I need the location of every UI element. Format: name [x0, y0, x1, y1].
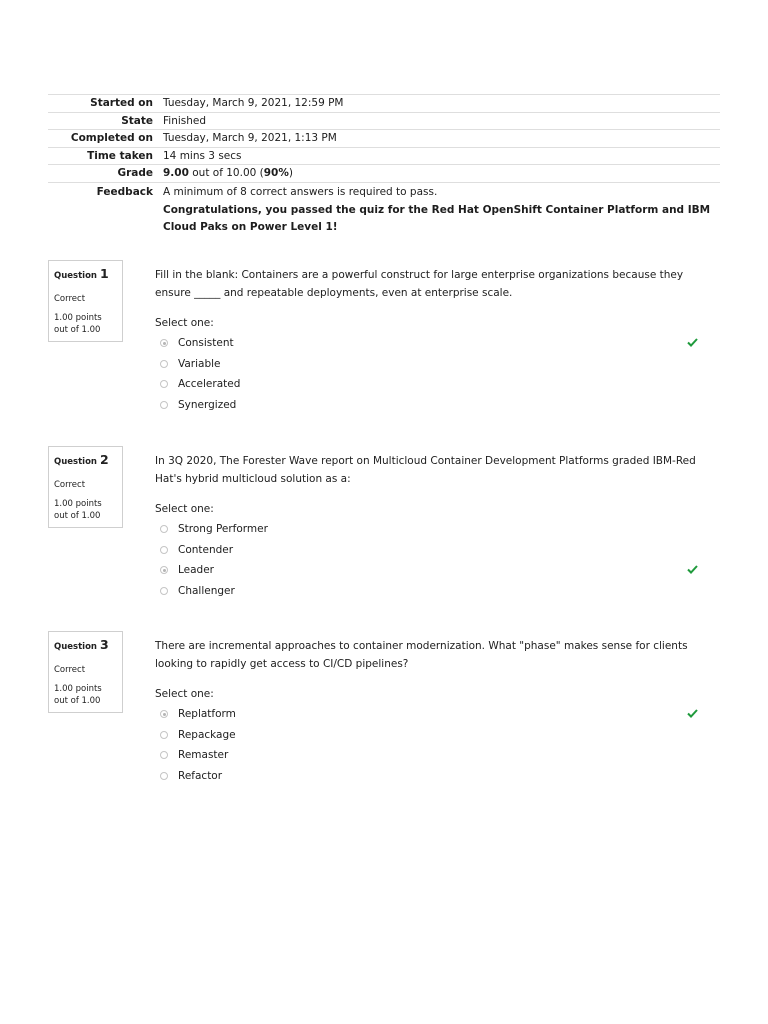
summary-row-started	[48, 95, 720, 113]
question-info-2	[48, 446, 123, 528]
answer-option[interactable]	[155, 560, 710, 581]
summary-label: Time taken	[48, 147, 163, 165]
summary-row-time-taken	[48, 147, 720, 165]
radio-icon[interactable]	[160, 380, 168, 388]
question-content-1	[155, 266, 710, 416]
question-number-value: 3	[99, 637, 109, 652]
answer-label: Remaster	[178, 749, 229, 762]
answer-label: Refactor	[178, 770, 223, 783]
answer-list	[155, 333, 710, 416]
radio-icon[interactable]	[160, 525, 168, 533]
question-number-value: 2	[99, 452, 109, 467]
answer-option[interactable]	[155, 354, 710, 375]
grade-value	[163, 165, 720, 183]
radio-icon[interactable]	[160, 401, 168, 409]
question-text: Fill in the blank: Containers are a powerful construct for large enterprise organizations because they ensure _____ and repeatable deployments, even at enterprise scale.	[155, 269, 684, 299]
answer-option[interactable]	[155, 581, 710, 602]
question-number	[54, 266, 117, 281]
question-state: Correct	[54, 294, 86, 304]
answer-label: Leader	[178, 564, 215, 577]
summary-value: Tuesday, March 9, 2021, 1:13 PM	[163, 130, 720, 148]
answer-label: Challenger	[178, 585, 235, 598]
radio-icon[interactable]	[160, 360, 168, 368]
radio-icon[interactable]	[160, 710, 168, 718]
question-state: Correct	[54, 665, 86, 675]
check-icon	[687, 565, 698, 574]
feedback-value	[163, 182, 720, 236]
summary-label: Started on	[48, 95, 163, 113]
feedback-congratulations: Congratulations, you passed the quiz for the Red Hat OpenShift Container Platform and IBM Cloud Paks on Power Level 1!	[163, 203, 711, 233]
summary-label: Feedback	[48, 182, 163, 236]
summary-row-completed	[48, 130, 720, 148]
summary-row-state	[48, 112, 720, 130]
radio-icon[interactable]	[160, 339, 168, 347]
question-info-3	[48, 631, 123, 713]
answer-label: Contender	[178, 543, 234, 556]
question-content-3	[155, 637, 710, 787]
answer-label: Strong Performer	[178, 523, 268, 535]
quiz-summary-table	[48, 94, 720, 236]
question-number-value: 1	[99, 266, 109, 281]
summary-value: Finished	[163, 112, 720, 130]
answer-list	[155, 519, 710, 602]
grade-mid: out of 10.00 (	[188, 167, 264, 179]
summary-value: Tuesday, March 9, 2021, 12:59 PM	[163, 95, 720, 113]
question-text: In 3Q 2020, The Forester Wave report on Multicloud Container Development Platforms graded IBM-Red Hat's hybrid multicloud solution as a:	[155, 455, 696, 485]
answer-option[interactable]	[155, 333, 710, 354]
answer-option[interactable]	[155, 395, 710, 416]
answer-option[interactable]	[155, 519, 710, 540]
check-icon	[687, 338, 698, 347]
question-grade: 1.00 points out of 1.00	[54, 684, 102, 706]
answer-option[interactable]	[155, 704, 710, 725]
radio-icon[interactable]	[160, 731, 168, 739]
radio-icon[interactable]	[160, 587, 168, 595]
question-number	[54, 637, 117, 652]
question-content-2	[155, 452, 710, 602]
summary-label: Grade	[48, 165, 163, 183]
summary-label: Completed on	[48, 130, 163, 148]
question-info-1	[48, 260, 123, 342]
answer-option[interactable]	[155, 745, 710, 766]
answer-label: Consistent	[178, 337, 234, 349]
answer-option[interactable]	[155, 766, 710, 787]
summary-row-grade	[48, 165, 720, 183]
radio-icon[interactable]	[160, 772, 168, 780]
check-icon	[687, 709, 698, 718]
select-one-prompt: Select one:	[155, 688, 214, 700]
radio-icon[interactable]	[160, 546, 168, 554]
answer-label: Synergized	[178, 399, 237, 412]
question-word: Question	[54, 642, 97, 652]
summary-value: 14 mins 3 secs	[163, 147, 720, 165]
question-text: There are incremental approaches to container modernization. What "phase" makes sense for clients looking to rapidly get access to CI/CD pipelines?	[155, 640, 688, 670]
answer-option[interactable]	[155, 725, 710, 746]
answer-label: Variable	[178, 357, 221, 370]
grade-end: )	[288, 167, 293, 179]
answer-label: Accelerated	[178, 378, 241, 391]
answer-label: Repackage	[178, 728, 236, 741]
question-number	[54, 452, 117, 467]
question-grade: 1.00 points out of 1.00	[54, 499, 102, 521]
question-word: Question	[54, 271, 97, 281]
answer-label: Replatform	[178, 708, 236, 720]
answer-option[interactable]	[155, 540, 710, 561]
grade-score: 9.00	[163, 167, 189, 179]
radio-icon[interactable]	[160, 751, 168, 759]
feedback-requirement: A minimum of 8 correct answers is required to pass.	[163, 185, 438, 198]
select-one-prompt: Select one:	[155, 503, 214, 515]
question-word: Question	[54, 457, 97, 467]
summary-row-feedback	[48, 182, 720, 236]
grade-percent: 90%	[263, 167, 289, 179]
answer-option[interactable]	[155, 374, 710, 395]
question-grade: 1.00 points out of 1.00	[54, 313, 102, 335]
summary-label: State	[48, 112, 163, 130]
select-one-prompt: Select one:	[155, 317, 214, 329]
radio-icon[interactable]	[160, 566, 168, 574]
question-state: Correct	[54, 480, 86, 490]
answer-list	[155, 704, 710, 787]
